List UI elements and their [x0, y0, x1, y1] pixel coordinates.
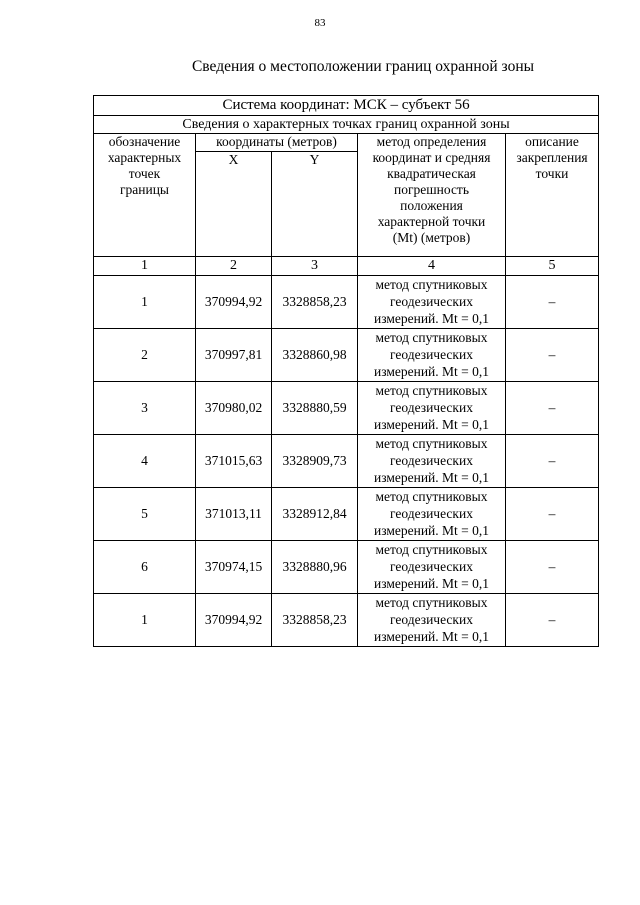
point-id: 5	[94, 488, 196, 541]
header-description-line: закрепления	[516, 150, 588, 165]
description: –	[506, 541, 599, 594]
description: –	[506, 276, 599, 329]
coord-y: 3328880,59	[272, 382, 358, 435]
method-cell	[358, 276, 506, 329]
method-line: измерений. Mt = 0,1	[373, 364, 490, 379]
column-number: 1	[94, 257, 196, 276]
description: –	[506, 382, 599, 435]
method-cell	[358, 435, 506, 488]
method-line: метод спутниковых	[375, 330, 488, 345]
header-coordinates: координаты (метров)	[196, 134, 358, 152]
method-line: геодезических	[390, 400, 473, 415]
header-point-id-line: характерных	[107, 150, 182, 165]
header-method-line: квадратическая	[387, 166, 476, 181]
coord-y: 3328858,23	[272, 594, 358, 647]
coord-x: 370994,92	[196, 276, 272, 329]
coord-x: 370980,02	[196, 382, 272, 435]
method-line: метод спутниковых	[375, 436, 488, 451]
coord-x: 371015,63	[196, 435, 272, 488]
method-line: измерений. Mt = 0,1	[373, 576, 490, 591]
header-y: Y	[272, 152, 358, 257]
method-line: метод спутниковых	[375, 489, 488, 504]
method-line: геодезических	[390, 453, 473, 468]
document-title: Сведения о местоположении границ охранной зоны	[191, 58, 535, 75]
header-row	[94, 134, 599, 152]
description: –	[506, 488, 599, 541]
table-row	[94, 276, 599, 329]
header-method-line: метод определения	[376, 134, 487, 149]
boundary-points-table	[93, 95, 599, 647]
coord-y: 3328880,96	[272, 541, 358, 594]
header-method-line: (Mt) (метров)	[392, 230, 471, 245]
table-row	[94, 594, 599, 647]
coordinate-system: Система координат: МСК – субъект 56	[94, 96, 599, 116]
table-row	[94, 488, 599, 541]
method-line: геодезических	[390, 506, 473, 521]
table-row	[94, 329, 599, 382]
table-subtitle: Сведения о характерных точках границ охранной зоны	[94, 116, 599, 134]
point-id: 3	[94, 382, 196, 435]
column-number: 2	[196, 257, 272, 276]
coord-x: 370994,92	[196, 594, 272, 647]
method-cell	[358, 541, 506, 594]
header-method-line: характерной точки	[377, 214, 486, 229]
coord-x: 370974,15	[196, 541, 272, 594]
coord-y: 3328860,98	[272, 329, 358, 382]
method-line: измерений. Mt = 0,1	[373, 629, 490, 644]
method-line: геодезических	[390, 559, 473, 574]
description: –	[506, 435, 599, 488]
page-number: 83	[314, 17, 326, 29]
method-cell	[358, 488, 506, 541]
method-line: геодезических	[390, 294, 473, 309]
method-line: метод спутниковых	[375, 277, 488, 292]
point-id: 1	[94, 276, 196, 329]
column-numbers-row	[94, 257, 599, 276]
method-line: геодезических	[390, 347, 473, 362]
method-cell	[358, 382, 506, 435]
point-id: 4	[94, 435, 196, 488]
table-row	[94, 541, 599, 594]
coordinate-system-row	[94, 96, 599, 116]
method-line: метод спутниковых	[375, 383, 488, 398]
column-number: 4	[358, 257, 506, 276]
column-number: 3	[272, 257, 358, 276]
method-line: геодезических	[390, 612, 473, 627]
description: –	[506, 594, 599, 647]
table-row	[94, 435, 599, 488]
method-line: измерений. Mt = 0,1	[373, 470, 490, 485]
method-line: измерений. Mt = 0,1	[373, 417, 490, 432]
description: –	[506, 329, 599, 382]
header-description-line: описание	[525, 134, 579, 149]
header-point-id-line: точек	[128, 166, 161, 181]
header-method-line: координат и средняя	[372, 150, 491, 165]
header-point-id	[94, 134, 196, 257]
header-method-line: положения	[400, 198, 463, 213]
method-cell	[358, 329, 506, 382]
table-row	[94, 382, 599, 435]
coord-x: 370997,81	[196, 329, 272, 382]
coord-y: 3328858,23	[272, 276, 358, 329]
coord-y: 3328909,73	[272, 435, 358, 488]
method-line: измерений. Mt = 0,1	[373, 523, 490, 538]
column-number: 5	[506, 257, 599, 276]
point-id: 2	[94, 329, 196, 382]
table-body	[94, 96, 599, 647]
coord-y: 3328912,84	[272, 488, 358, 541]
point-id: 1	[94, 594, 196, 647]
header-method-line: погрешность	[393, 182, 469, 197]
header-description	[506, 134, 599, 257]
header-method	[358, 134, 506, 257]
header-point-id-line: границы	[119, 182, 170, 197]
method-line: метод спутниковых	[375, 542, 488, 557]
header-description-line: точки	[535, 166, 569, 181]
method-line: измерений. Mt = 0,1	[373, 311, 490, 326]
method-cell	[358, 594, 506, 647]
method-line: метод спутниковых	[375, 595, 488, 610]
coord-x: 371013,11	[196, 488, 272, 541]
point-id: 6	[94, 541, 196, 594]
header-x: X	[196, 152, 272, 257]
header-point-id-line: обозначение	[108, 134, 181, 149]
table-subtitle-row	[94, 116, 599, 134]
